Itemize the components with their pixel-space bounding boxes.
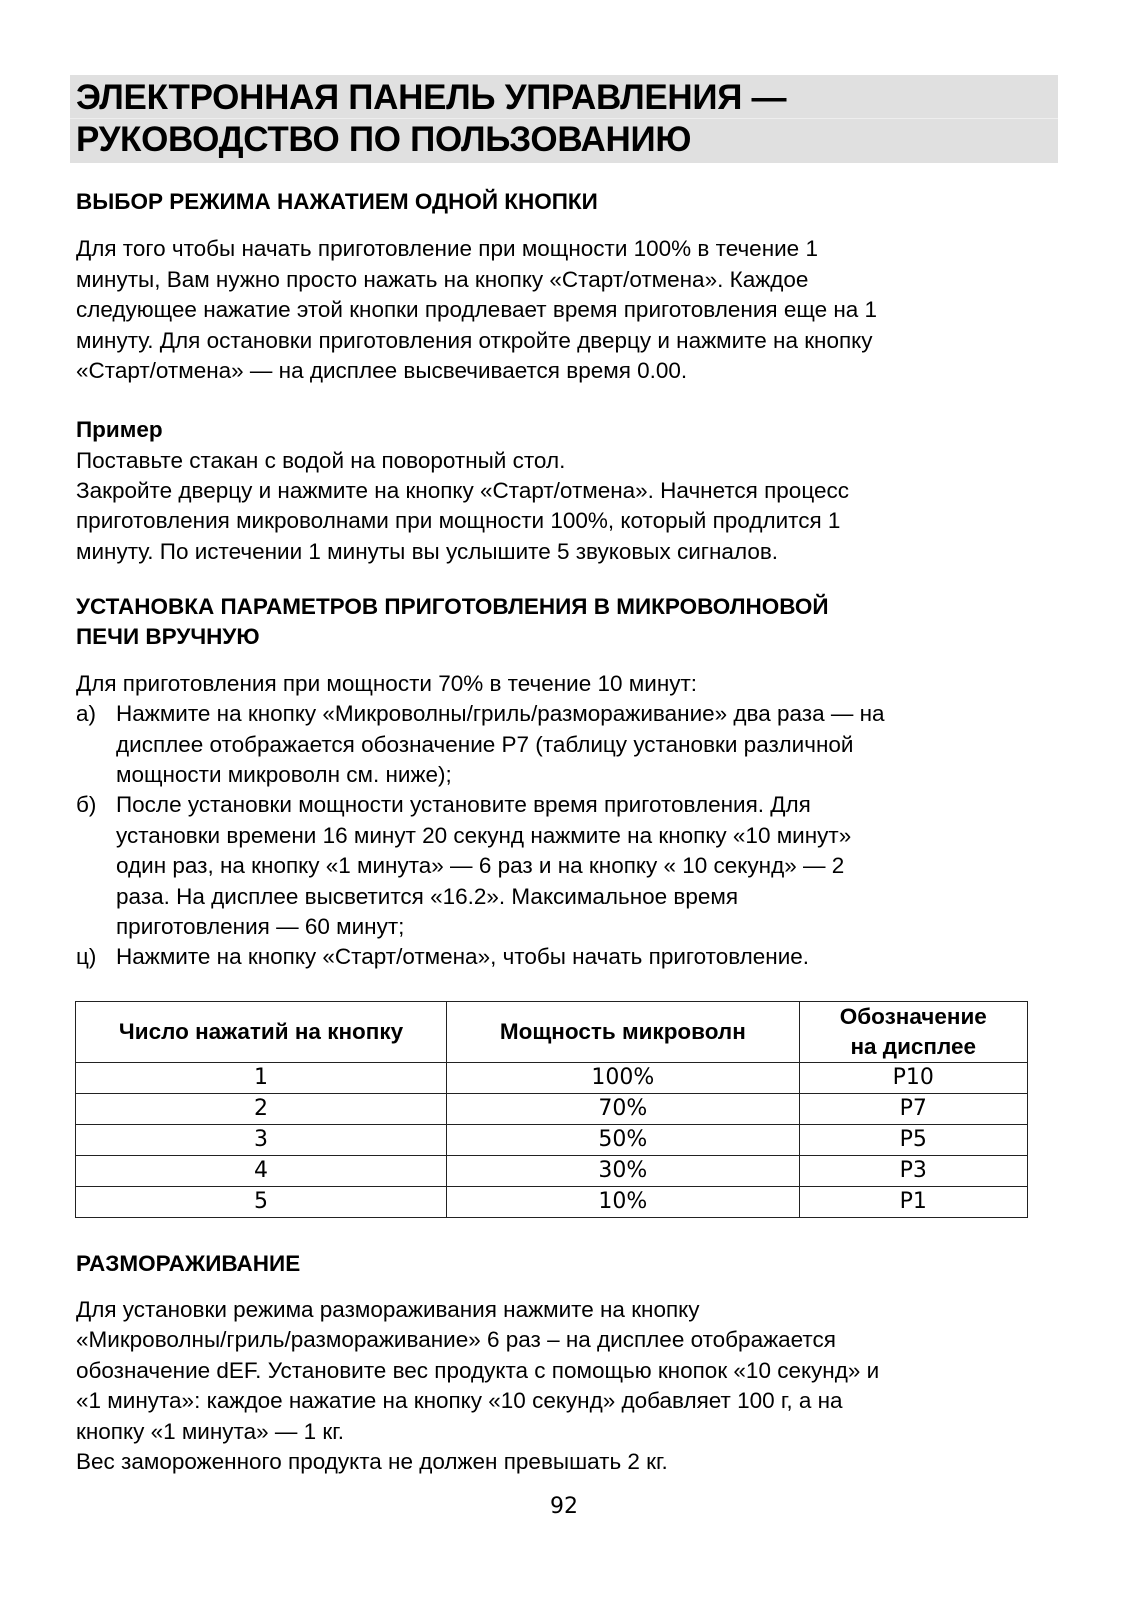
list-marker: ц) bbox=[76, 944, 97, 969]
paragraph-line: Для того чтобы начать приготовление при мощности 100% в течение 1 bbox=[76, 236, 818, 261]
paragraph-line: обозначение dEF. Установите вес продукта с помощью кнопок «10 секунд» и bbox=[76, 1358, 880, 1383]
list-item bbox=[76, 790, 1056, 943]
table-row bbox=[76, 1156, 1028, 1187]
cell-power: 50% bbox=[447, 1125, 799, 1156]
list-item-line: приготовления — 60 минут; bbox=[116, 914, 405, 939]
list-item-line: раза. На дисплее высветится «16.2». Максимальное время bbox=[116, 883, 739, 909]
paragraph-line: «Микроволны/гриль/размораживание» 6 раз – на дисплее отображается bbox=[76, 1327, 836, 1352]
column-header-display bbox=[799, 1002, 1027, 1063]
cell-display: P3 bbox=[799, 1156, 1027, 1187]
paragraph-line: Вес замороженного продукта не должен превышать 2 кг. bbox=[76, 1449, 668, 1474]
page-title-line-1: ЭЛЕКТРОННАЯ ПАНЕЛЬ УПРАВЛЕНИЯ — bbox=[76, 78, 787, 117]
section-heading-manual-line-2: ПЕЧИ ВРУЧНУЮ bbox=[76, 624, 260, 649]
column-header-display-line-2: на дисплее bbox=[850, 1034, 977, 1059]
list-item-line: мощности микроволн см. ниже); bbox=[116, 762, 452, 787]
list-marker: б) bbox=[76, 792, 97, 817]
paragraph-line: «Старт/отмена» — на дисплее высвечивается время 0.00. bbox=[76, 358, 688, 383]
cell-power: 100% bbox=[447, 1063, 799, 1094]
paragraph-line: кнопку «1 минута» — 1 кг. bbox=[76, 1419, 344, 1444]
table-header-row bbox=[76, 1002, 1028, 1063]
paragraph-line: минуты, Вам нужно просто нажать на кнопку «Старт/отмена». Каждое bbox=[76, 267, 809, 292]
paragraph-line: минуту. По истечении 1 минуты вы услышите 5 звуковых сигналов. bbox=[76, 539, 779, 564]
list-item-text bbox=[116, 790, 851, 943]
paragraph-line: Для установки режима размораживания нажмите на кнопку bbox=[76, 1297, 700, 1322]
paragraph-line: Поставьте стакан с водой на поворотный стол. bbox=[76, 448, 566, 473]
cell-power: 70% bbox=[447, 1094, 799, 1125]
table-row bbox=[76, 1094, 1028, 1125]
cell-presses: 4 bbox=[76, 1156, 447, 1187]
list-item-line: дисплее отображается обозначение P7 (таблицу установки различной bbox=[116, 731, 854, 757]
table-row bbox=[76, 1063, 1028, 1094]
paragraph-line: «1 минута»: каждое нажатие на кнопку «10 секунд» добавляет 100 г, а на bbox=[76, 1388, 843, 1413]
list-item-text bbox=[116, 699, 885, 791]
cell-power: 30% bbox=[447, 1156, 799, 1187]
list-item bbox=[76, 699, 1056, 791]
cell-display: P1 bbox=[799, 1187, 1027, 1218]
manual-intro: Для приготовления при мощности 70% в течение 10 минут: bbox=[76, 671, 698, 696]
cell-display: P10 bbox=[799, 1063, 1027, 1094]
cell-display: P7 bbox=[799, 1094, 1027, 1125]
example-heading: Пример bbox=[76, 417, 163, 442]
section-heading-defrost: РАЗМОРАЖИВАНИЕ bbox=[76, 1251, 301, 1276]
list-marker: а) bbox=[76, 701, 97, 726]
list-item bbox=[76, 942, 1056, 973]
paragraph-line: Закройте дверцу и нажмите на кнопку «Старт/отмена». Начнется процесс bbox=[76, 478, 849, 503]
cell-presses: 3 bbox=[76, 1125, 447, 1156]
power-levels-table bbox=[75, 1001, 1028, 1218]
list-item-line: установки времени 16 минут 20 секунд нажмите на кнопку «10 минут» bbox=[116, 822, 852, 848]
section-heading-one-button: ВЫБОР РЕЖИМА НАЖАТИЕМ ОДНОЙ КНОПКИ bbox=[76, 189, 598, 214]
list-item-text bbox=[116, 942, 809, 973]
cell-presses: 1 bbox=[76, 1063, 447, 1094]
column-header-power: Мощность микроволн bbox=[447, 1002, 799, 1063]
cell-power: 10% bbox=[447, 1187, 799, 1218]
page-number: 92 bbox=[550, 1494, 578, 1519]
paragraph-line: следующее нажатие этой кнопки продлевает время приготовления еще на 1 bbox=[76, 297, 878, 322]
column-header-display-line-1: Обозначение bbox=[839, 1004, 987, 1029]
paragraph-line: приготовления микроволнами при мощности 100%, который продлится 1 bbox=[76, 508, 841, 533]
list-item-line: После установки мощности установите время приготовления. Для bbox=[116, 792, 811, 817]
cell-display: P5 bbox=[799, 1125, 1027, 1156]
title-divider bbox=[70, 118, 1058, 119]
cell-presses: 2 bbox=[76, 1094, 447, 1125]
list-item-line: Нажмите на кнопку «Микроволны/гриль/размораживание» два раза — на bbox=[116, 701, 885, 726]
table-row bbox=[76, 1125, 1028, 1156]
page-title-line-2: РУКОВОДСТВО ПО ПОЛЬЗОВАНИЮ bbox=[76, 120, 692, 159]
column-header-presses: Число нажатий на кнопку bbox=[76, 1002, 447, 1063]
table-row bbox=[76, 1187, 1028, 1218]
list-item-line: Нажмите на кнопку «Старт/отмена», чтобы начать приготовление. bbox=[116, 944, 810, 969]
section-heading-manual-line-1: УСТАНОВКА ПАРАМЕТРОВ ПРИГОТОВЛЕНИЯ В МИКРОВОЛНОВОЙ bbox=[76, 594, 829, 619]
page-title-banner bbox=[70, 75, 1058, 163]
paragraph-line: минуту. Для остановки приготовления откройте дверцу и нажмите на кнопку bbox=[76, 328, 873, 353]
cell-presses: 5 bbox=[76, 1187, 447, 1218]
list-item-line: один раз, на кнопку «1 минута» — 6 раз и на кнопку « 10 секунд» — 2 bbox=[116, 853, 845, 878]
